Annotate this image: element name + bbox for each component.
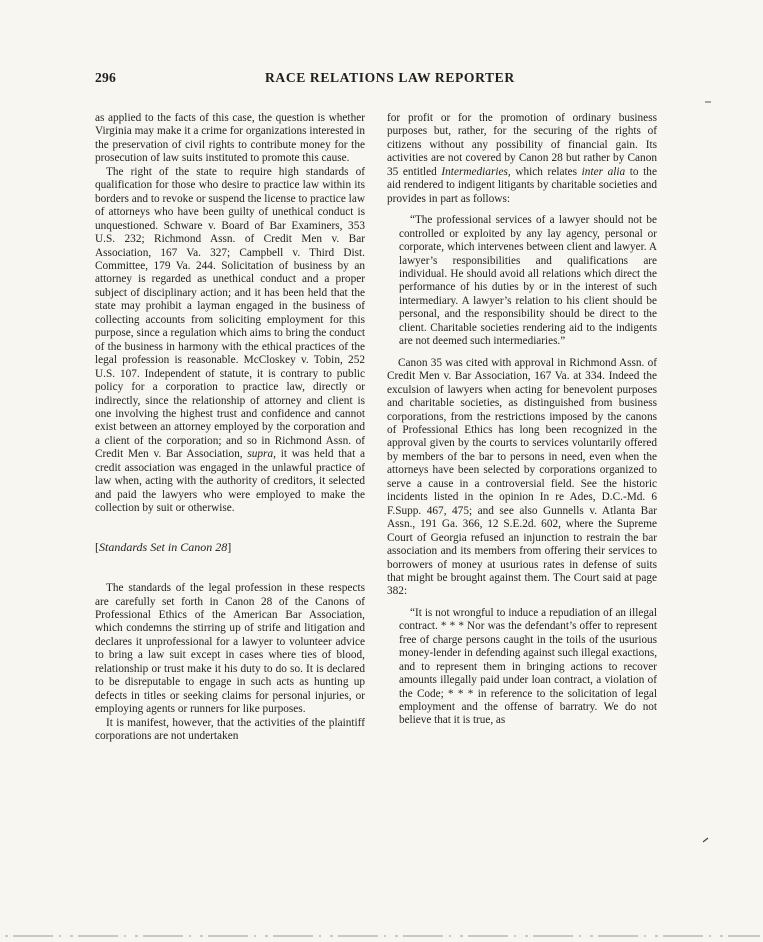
quote-2-text: “It is not wrongful to induce a repudiation of an illegal contract. * * * Nor was the defendant’s offer to represent free of charge persons caught in the toils of the usurious money-lender in defending against such illegal exactions, and to represent them in bringing actions to recover amounts illegally paid under loan contract, a violation of the Code; * * * in reference to the solicitation of legal employment and the offense of barratry. We do not believe that it is true, as — [399, 606, 657, 727]
inter-alia-term: inter alia — [581, 165, 626, 178]
right-paragraph-1-a: for profit or for the promotion of ordinary business purposes but, rather, for the securing of the rights of citizens without any possibility of financial gain. Its activities are not covered by Canon 28 but rather by Canon 35 entitled — [387, 112, 657, 178]
heading-close-bracket: ] — [227, 539, 232, 554]
heading-open-bracket: [ — [95, 539, 99, 554]
spacer — [387, 206, 657, 214]
page-number: 296 — [95, 70, 116, 85]
heading-text: Standards Set in Canon 28 — [99, 539, 228, 554]
page-header — [95, 70, 695, 90]
right-paragraph-1 — [387, 112, 657, 206]
section-heading — [95, 541, 365, 554]
right-paragraph-2: Canon 35 was cited with approval in Richmond Assn. of Credit Men v. Bar Association, 167 Va. at 334. Indeed the exculsion of lawyers when acting for benevolent purposes and charitable societies, as distinguished from business corporations, from the restrictions imposed by the canons of Professional Ethics has long been recognized in the approval given by the courts to services voluntarily offered by members of the bar to persons in need, even when the attorneys have been selected by corporations organized to serve a cause in a controversial field. See the historic incidents listed in the opinion In re Ades, D.C.-Md. 6 F.Supp. 467, 475; and see also Gunnells v. Atlanta Bar Assn., 191 Ga. 366, 12 S.E.2d. 602, where the Supreme Court of Georgia refused an injunction to restrain the bar association and its members from offering their services to borrowers of money at usurious rates in defense of suits that might be brought against them. The Court said at page 382: — [387, 356, 657, 598]
right-paragraph-1-b: which relates — [515, 165, 578, 178]
right-column — [387, 112, 657, 728]
left-paragraph-1: as applied to the facts of this case, the question is whether Virginia may make it a crime for organizations interested in the preservation of civil rights to contribute money for the prosecution of law suits instituted to promote this cause. — [95, 112, 365, 165]
spacer — [387, 599, 657, 607]
quote-1-text: “The professional services of a lawyer should not be controlled or exploited by any lay agency, personal or corporate, which intervenes between client and lawyer. A lawyer’s responsibilities and qualifications are individual. He should avoid all relations which direct the performance of his duties by or in the interest of such intermediary. A lawyer’s relation to his client should be personal, and the responsibility should be direct to the client. Charitable societies rendering aid to the indigents are not deemed such intermediaries.” — [399, 214, 657, 348]
intermediaries-term: Intermediaries, — [441, 165, 511, 178]
left-paragraph-2-end: it was held that a credit association was engaged in the unlawful practice of law when, acting with the authority of creditors, it selected and paid the lawyers who were employed to make the collection by suit or otherwise. — [95, 448, 365, 515]
left-paragraph-4: It is manifest, however, that the activities of the plaintiff corporations are not undertaken — [95, 716, 365, 743]
right-paragraph-1-c: to the aid rendered to indigent litigants by charitable societies and provides in part as follows: — [387, 165, 657, 205]
block-quote-canon-35 — [399, 214, 657, 349]
left-column — [95, 112, 365, 743]
scan-tick-mark — [703, 838, 708, 842]
left-paragraph-2-text: The right of the state to require high standards of qualification for those who desire to practice law within its borders and to revoke or suspend the license to practice law of attorneys who have been guilty of unethical conduct is unquestioned. Schware v. Board of Bar Examiners, 353 U.S. 232; Richmond Assn. of Credit Men v. Bar Association, 167 Va. 327; Campbell v. Third Dist. Committee, 179 Va. 244. Solicitation of business by an attorney is regarded as unethical conduct and a proper subject of disciplinary action; and it has been held that the state may prohibit a layman engaged in the business of collecting accounts from soliciting employment for this purpose, since a regulation which aims to bring the conduct of the business in harmony with the ethical practices of the legal profession is reasonable. McCloskey v. Tobin, 252 U.S. 107. Independent of statute, it is contrary to public policy for a corporation to practice law, directly or indirectly, since the relationship of attorney and client is one involving the highest trust and confidence and cannot exist between an attorney employed by the corporation and a client of the corporation; and so in Richmond Assn. of Credit Men v. Bar Association, — [95, 165, 365, 461]
spacer — [387, 349, 657, 357]
block-quote-court — [399, 607, 657, 728]
left-paragraph-2 — [95, 166, 365, 516]
running-title: RACE RELATIONS LAW REPORTER — [265, 70, 515, 85]
left-paragraph-3: The standards of the legal profession in these respects are carefully set forth in Canon 28 of the Canons of Professional Ethics of the American Bar Association, which condemns the stirring up of strife and litigation and declares it unprofessional for a lawyer to volunteer advice to bring a law suit except in cases where ties of blood, relationship or trust make it his duty to do so. It is declared to be disreputable to engage in such acts as hunting up defects in titles or seeking claims for personal injuries, or employing agents or runners for like purposes. — [95, 582, 365, 716]
supra-citation: supra, — [247, 448, 276, 461]
